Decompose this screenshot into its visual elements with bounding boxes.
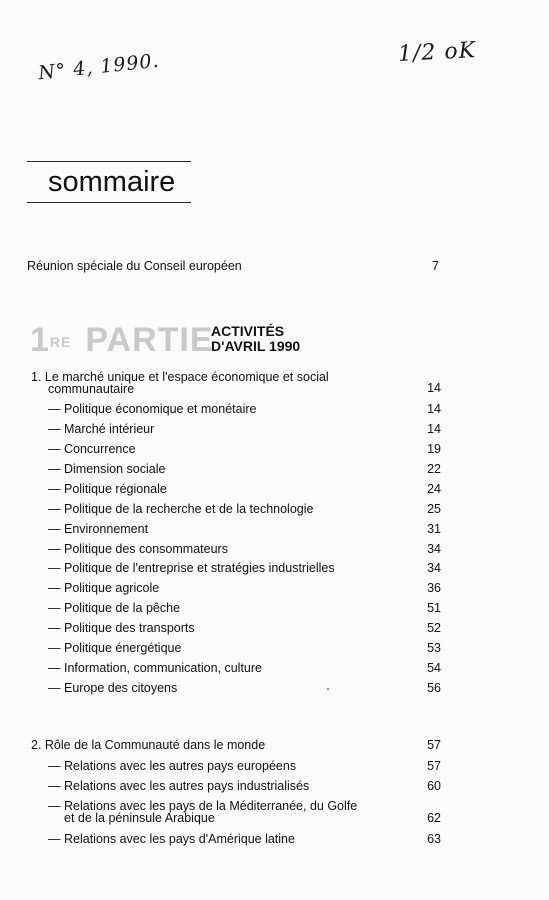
toc-item-marche-interieur: — Marché intérieur — [48, 422, 154, 436]
page-title: sommaire — [48, 166, 176, 198]
toc-page: 54 — [427, 661, 441, 675]
section2-page: 57 — [427, 738, 441, 752]
part-heading — [211, 324, 300, 354]
toc-page: 56 — [427, 681, 441, 695]
toc-page: 62 — [427, 811, 441, 825]
part-label — [30, 322, 214, 358]
toc-page: 22 — [427, 462, 441, 476]
toc-page: 51 — [427, 601, 441, 615]
section1-page: 14 — [427, 381, 441, 395]
title-rule-bottom — [27, 202, 191, 203]
toc-page: 57 — [427, 759, 441, 773]
toc-item-mediterranee: — Relations avec les pays de la Méditerranée, du Golfe — [48, 799, 357, 813]
toc-page: 31 — [427, 522, 441, 536]
section1-label: 1. Le marché unique et l'espace économique et social — [31, 370, 329, 384]
title-rule-top — [27, 161, 191, 162]
toc-item-politique-regionale: — Politique régionale — [48, 482, 167, 496]
toc-item-agricole: — Politique agricole — [48, 581, 159, 595]
toc-page: 63 — [427, 832, 441, 846]
toc-item-transports: — Politique des transports — [48, 621, 195, 635]
toc-item-entreprise: — Politique de l'entreprise et stratégies industrielles — [48, 561, 335, 575]
toc-page: 53 — [427, 641, 441, 655]
toc-page: 36 — [427, 581, 441, 595]
intro-label: Réunion spéciale du Conseil européen — [27, 259, 242, 273]
toc-item-consommateurs: — Politique des consommateurs — [48, 542, 228, 556]
toc-page: 14 — [427, 422, 441, 436]
toc-item-recherche: — Politique de la recherche et de la technologie — [48, 502, 313, 516]
toc-page: 24 — [427, 482, 441, 496]
section2-label: 2. Rôle de la Communauté dans le monde — [31, 738, 266, 752]
toc-item-concurrence: — Concurrence — [48, 442, 136, 456]
section1-label-cont: communautaire — [48, 382, 135, 396]
toc-item-mediterranee-cont: et de la péninsule Arabique — [64, 811, 215, 825]
print-speck — [327, 688, 329, 690]
part-heading-line1: ACTIVITÉS — [211, 323, 285, 339]
toc-item-dimension-sociale: — Dimension sociale — [48, 462, 165, 476]
toc-item-information: — Information, communication, culture — [48, 661, 262, 675]
toc-item-eco-monetaire: — Politique économique et monétaire — [48, 402, 256, 416]
part-suffix: RE — [49, 334, 72, 350]
toc-page: 52 — [427, 621, 441, 635]
toc-item-citoyens: — Europe des citoyens — [48, 681, 177, 695]
toc-item-pays-industrialises: — Relations avec les autres pays industrialisés — [48, 779, 309, 793]
toc-page: 19 — [427, 442, 441, 456]
handwritten-ok-note: 1/2 oK — [397, 37, 477, 68]
toc-page: 60 — [427, 779, 441, 793]
toc-item-pays-europeens: — Relations avec les autres pays européens — [48, 759, 296, 773]
part-heading-line2: D'AVRIL 1990 — [211, 338, 301, 354]
toc-page: 25 — [427, 502, 441, 516]
toc-item-energetique: — Politique énergétique — [48, 641, 181, 655]
toc-page: 34 — [427, 561, 441, 575]
handwritten-issue-note: N° 4, 1990. — [37, 49, 161, 85]
part-word: PARTIE — [85, 321, 214, 359]
toc-page: 34 — [427, 542, 441, 556]
toc-item-peche: — Politique de la pêche — [48, 601, 180, 615]
intro-page: 7 — [432, 259, 439, 273]
part-number: 1 — [30, 321, 50, 359]
toc-page: 14 — [427, 402, 441, 416]
toc-item-amerique-latine: — Relations avec les pays d'Amérique latine — [48, 832, 295, 846]
toc-item-environnement: — Environnement — [48, 522, 148, 536]
